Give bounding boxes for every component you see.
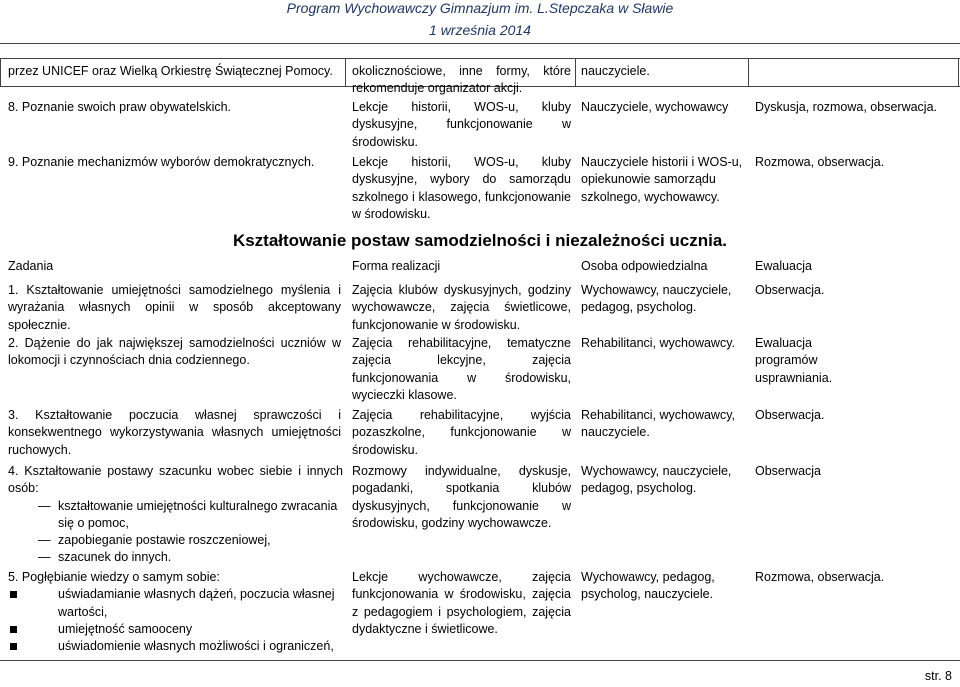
list-item-text: uświadomienie własnych możliwości i ograniczeń, — [58, 639, 334, 654]
form-cell: Zajęcia rehabilitacyjne, tematyczne zajęcia lekcyjne, zajęcia funkcjonowania w środowisku, wycieczki klasowe. — [352, 336, 571, 402]
task-cell — [8, 463, 343, 567]
column-header-form: Forma realizacji — [352, 259, 441, 273]
task-cell: 8. Poznanie swoich praw obywatelskich. — [8, 100, 232, 114]
document-header-title: Program Wychowawczy Gimnazjum im. L.Stepczaka w Sławie — [286, 0, 674, 16]
section-title: Kształtowanie postaw samodzielności i niezależności ucznia. — [232, 231, 728, 250]
task-cell: 1. Kształtowanie umiejętności samodzielnego myślenia i wyrażania własnych opinii w sposób akceptowany społecznie. — [8, 283, 341, 332]
task-cell: 9. Poznanie mechanizmów wyborów demokratycznych. — [8, 155, 315, 169]
column-header-task: Zadania — [8, 259, 54, 273]
table-left-border — [0, 58, 1, 86]
task-intro: 4. Kształtowanie postawy szacunku wobec siebie i innych osób: — [8, 464, 343, 496]
form-cell: Lekcje historii, WOS-u, kluby dyskusyjne, funkcjonowanie w środowisku. — [352, 100, 571, 149]
column-header-responsible: Osoba odpowiedzialna — [581, 259, 708, 273]
responsible-cell: nauczyciele. — [581, 64, 650, 78]
evaluation-cell: Obserwacja. — [755, 408, 825, 422]
list-item: — szacunek do innych. — [8, 549, 343, 566]
form-cell: Lekcje historii, WOS-u, kluby dyskusyjne, wybory do samorządu szkolnego i klasowego, funkcjonowanie w środowisku. — [352, 155, 571, 221]
responsible-cell: Rehabilitanci, wychowawcy. — [581, 336, 735, 350]
list-item — [8, 586, 343, 621]
table-col-divider — [575, 58, 576, 86]
evaluation-cell: Rozmowa, obserwacja. — [755, 570, 885, 584]
responsible-cell: Wychowawcy, nauczyciele, pedagog, psycholog. — [581, 464, 732, 496]
footer-rule — [0, 660, 960, 661]
column-header-evaluation: Ewaluacja — [755, 259, 812, 273]
responsible-cell: Nauczyciele historii i WOS-u, opiekunowie samorządu szkolnego, wychowawcy. — [581, 155, 743, 204]
form-cell: Lekcje wychowawcze, zajęcia funkcjonowania w środowisku, zajęcia z pedagogiem i psychologiem, zajęcia dydaktyczne i świetlicowe. — [352, 570, 571, 636]
table-col-divider — [345, 58, 346, 86]
list-item-text: uświadamianie własnych dążeń, poczucia własnej wartości, — [58, 587, 335, 619]
form-cell: okolicznościowe, inne formy, które rekomenduje organizator akcji. — [352, 64, 571, 96]
task-subitem-list — [8, 586, 343, 655]
responsible-cell: Wychowawcy, pedagog, psycholog, nauczyciele. — [581, 570, 715, 602]
task-cell: przez UNICEF oraz Wielką Orkiestrę Świątecznej Pomocy. — [8, 64, 333, 78]
responsible-cell: Nauczyciele, wychowawcy — [581, 100, 729, 114]
responsible-cell: Rehabilitanci, wychowawcy, nauczyciele. — [581, 408, 735, 440]
list-item-text: umiejętność samooceny — [58, 621, 193, 636]
evaluation-cell: Dyskusja, rozmowa, obserwacja. — [755, 100, 938, 114]
list-item: — zapobieganie postawie roszczeniowej, — [8, 532, 343, 549]
form-cell: Zajęcia klubów dyskusyjnych, godziny wychowawcze, zajęcia świetlicowe, funkcjonowanie w środowisku. — [352, 283, 571, 332]
task-cell: 3. Kształtowanie poczucia własnej sprawczości i konsekwentnego wykorzystywania własnych umiejętności ruchowych. — [8, 408, 341, 457]
header-rule — [0, 43, 960, 44]
table-top-border — [0, 58, 960, 59]
evaluation-cell: Obserwacja. — [755, 283, 825, 297]
document-header-date: 1 września 2014 — [429, 22, 531, 38]
form-cell: Zajęcia rehabilitacyjne, wyjścia pozaszkolne, funkcjonowanie w środowisku. — [352, 408, 571, 457]
task-subitem-list — [8, 498, 343, 567]
task-cell: 2. Dążenie do jak największej samodzielności uczniów w lokomocji i czynnościach dnia codziennego. — [8, 336, 341, 368]
evaluation-cell: Rozmowa, obserwacja. — [755, 155, 885, 169]
responsible-cell: Wychowawcy, nauczyciele, pedagog, psycholog. — [581, 283, 732, 315]
page-number: str. 8 — [924, 669, 952, 683]
evaluation-cell: Obserwacja — [755, 464, 821, 478]
list-item: — kształtowanie umiejętności kulturalnego zwracania się o pomoc, — [8, 498, 343, 533]
table-col-divider — [748, 58, 749, 86]
table-right-border — [958, 58, 959, 86]
list-item — [8, 621, 343, 638]
task-cell — [8, 569, 343, 655]
list-item — [8, 638, 343, 655]
task-intro: 5. Pogłębianie wiedzy o samym sobie: — [8, 570, 220, 584]
evaluation-cell: Ewaluacja programów usprawniania. — [755, 336, 833, 385]
form-cell: Rozmowy indywidualne, dyskusje, pogadanki, spotkania klubów dyskusyjnych, funkcjonowanie w środowisku, godziny wychowawcze. — [352, 464, 571, 530]
